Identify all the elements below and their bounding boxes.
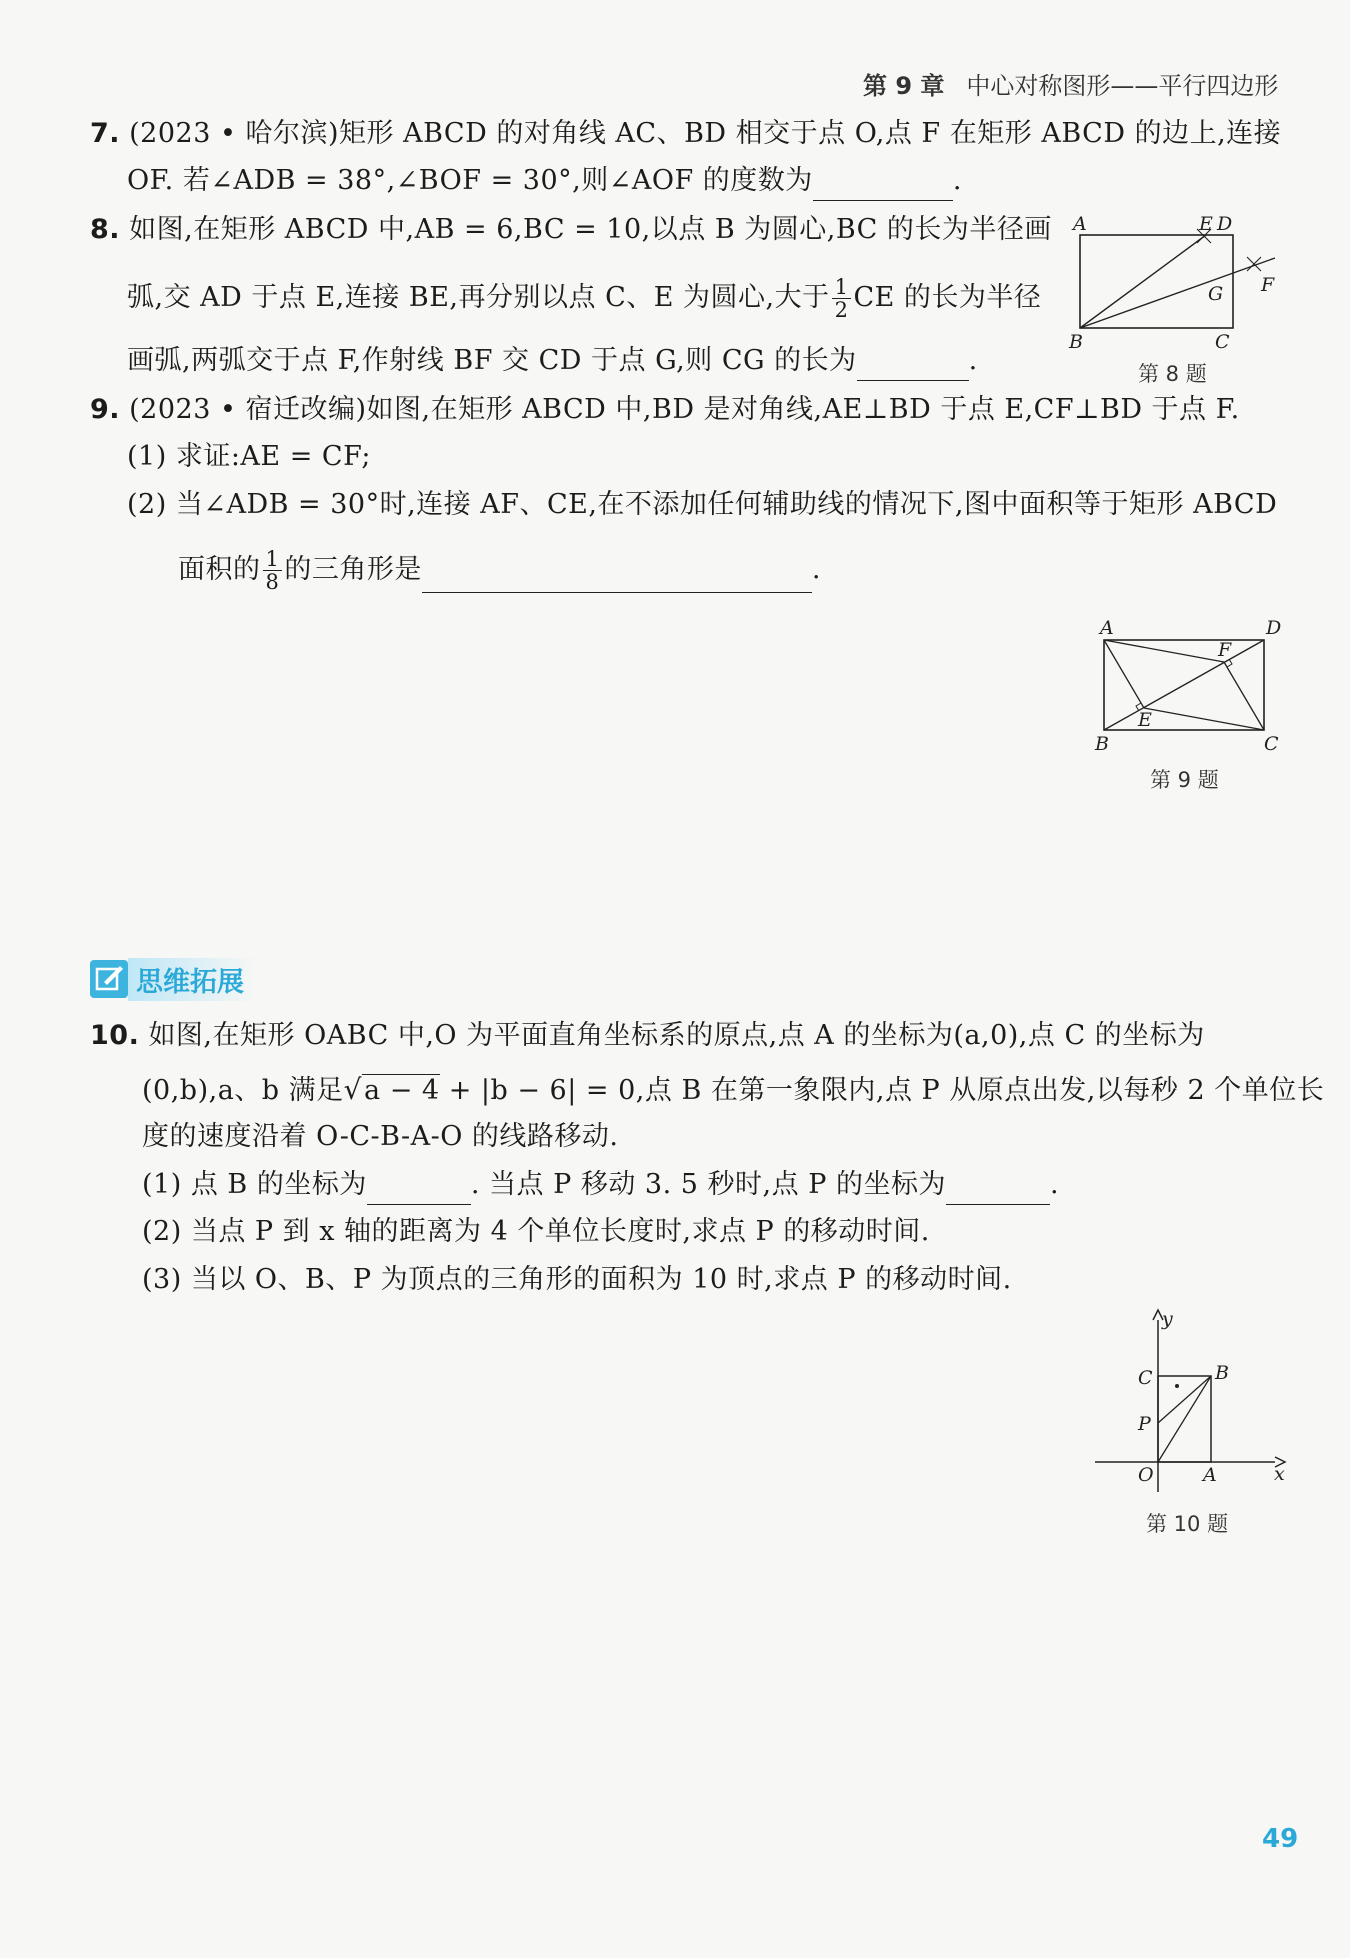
q10-part3: (3) 当以 O、B、P 为顶点的三角形的面积为 10 时,求点 P 的移动时间.: [142, 1264, 1012, 1295]
q9-part2-line2: [178, 548, 821, 593]
q10-text-part1b: . 当点 P 移动 3. 5 秒时,点 P 的坐标为: [470, 1169, 946, 1200]
chapter-header: [863, 66, 1278, 101]
q9-period: .: [811, 554, 821, 585]
q9-label-a: A: [1100, 617, 1114, 639]
q10-answer-blank-p[interactable]: [946, 1174, 1050, 1205]
q9-fraction: [263, 548, 283, 593]
q8-frac-den: 2: [834, 298, 849, 322]
q9-part2: (2) 当∠ADB = 30°时,连接 AF、CE,在不添加任何辅助线的情况下,图中面积等于矩形 ABCD: [127, 489, 1278, 520]
q8-period: .: [968, 345, 978, 376]
q8-label-f: F: [1261, 274, 1275, 296]
q10-dot: [1175, 1384, 1179, 1388]
q9-label-c: C: [1264, 733, 1279, 755]
q8-label-d: D: [1217, 213, 1233, 235]
q10-text-line2a: (0,b),a、b 满足: [142, 1075, 344, 1106]
q8-number: 8.: [90, 214, 121, 245]
q8-fraction: [832, 276, 852, 321]
q8-text-line1: 如图,在矩形 ABCD 中,AB = 6,BC = 10,以点 B 为圆心,BC 的长为半径画: [129, 214, 1052, 245]
q7-line2: [127, 161, 962, 201]
q10-line3: 度的速度沿着 O-C-B-A-O 的线路移动.: [142, 1121, 619, 1152]
section-header: [90, 958, 258, 1000]
q10-label-c: C: [1138, 1367, 1153, 1389]
q9-label-d: D: [1266, 617, 1282, 639]
q10-sqrt: a − 4: [364, 1075, 440, 1106]
q9-segment-ce: [1144, 708, 1264, 730]
q8-answer-blank[interactable]: [857, 350, 969, 381]
chapter-number: 第 9 章: [863, 72, 945, 100]
q9-label-b: B: [1095, 733, 1109, 755]
q10-text-line2b: + |b − 6| = 0,点 B 在第一象限内,点 P 从原点出发,以每秒 2 个单位长: [448, 1075, 1325, 1106]
q8-frac-num: 1: [832, 276, 852, 299]
q8-ray-bf: [1080, 258, 1275, 328]
q9-frac-num: 1: [263, 548, 283, 571]
q8-figure: [1065, 210, 1295, 355]
q10-number: 10.: [90, 1020, 140, 1051]
q8-line1: [90, 210, 1052, 250]
q9-figure: [1090, 612, 1290, 757]
q7-period: .: [952, 165, 962, 196]
q9-part1: (1) 求证:AE = CF;: [127, 441, 371, 472]
q9-text-line1: (2023 • 宿迁改编)如图,在矩形 ABCD 中,BD 是对角线,AE⊥BD 于点 E,CF⊥BD 于点 F.: [129, 394, 1240, 425]
q8-text-line2b: CE 的长为半径: [853, 282, 1042, 313]
q9-segment-af: [1104, 640, 1224, 662]
q9-segment-cf: [1224, 662, 1264, 730]
q10-label-o: O: [1138, 1464, 1154, 1486]
q10-caption: 第 10 题: [1146, 1512, 1229, 1536]
q10-figure: [1090, 1302, 1290, 1502]
q10-line2: (0,b),a、b 满足√a − 4 + |b − 6| = 0,点 B 在第一象限内,点 P 从原点出发,以每秒 2 个单位长: [142, 1073, 1325, 1106]
q9-diagonal-bd: [1104, 640, 1264, 730]
q8-line3: [127, 341, 978, 381]
q8-label-a: A: [1073, 213, 1087, 235]
q10-segment-ob: [1158, 1376, 1211, 1462]
q8-caption: 第 8 题: [1138, 362, 1207, 386]
q8-label-b: B: [1069, 331, 1083, 353]
q9-answer-blank[interactable]: [422, 562, 812, 593]
chapter-title: 中心对称图形——平行四边形: [966, 72, 1279, 100]
q9-text-part2b: 面积的: [178, 554, 261, 585]
q10-period: .: [1049, 1169, 1060, 1200]
q9-label-e: E: [1138, 709, 1152, 731]
q10-part1: [142, 1165, 1059, 1205]
q10-answer-blank-b[interactable]: [367, 1174, 471, 1205]
q10-line1: [90, 1016, 1205, 1056]
page-number: 49: [1262, 1824, 1299, 1854]
pencil-note-icon: [90, 960, 128, 998]
q9-number: 9.: [90, 394, 121, 425]
q10-part2: (2) 当点 P 到 x 轴的距离为 4 个单位长度时,求点 P 的移动时间.: [142, 1216, 930, 1247]
q9-segment-ae: [1104, 640, 1144, 708]
q10-label-p: P: [1138, 1413, 1151, 1435]
q8-text-line3: 画弧,两弧交于点 F,作射线 BF 交 CD 于点 G,则 CG 的长为: [127, 345, 857, 376]
q9-label-f: F: [1218, 639, 1232, 661]
q7-line1: [90, 114, 1281, 154]
q10-text-line1: 如图,在矩形 OABC 中,O 为平面直角坐标系的原点,点 A 的坐标为(a,0),点 C 的坐标为: [148, 1020, 1205, 1051]
q9-caption: 第 9 题: [1150, 768, 1219, 792]
q7-answer-blank[interactable]: [813, 170, 953, 201]
q9-line1: [90, 390, 1240, 430]
q10-segment-pb: [1158, 1376, 1211, 1423]
q10-label-x: x: [1274, 1463, 1285, 1485]
q8-text-line2a: 弧,交 AD 于点 E,连接 BE,再分别以点 C、E 为圆心,大于: [127, 282, 830, 313]
q10-label-b: B: [1215, 1362, 1229, 1384]
q10-text-part1a: (1) 点 B 的坐标为: [142, 1169, 367, 1200]
q8-label-e: E: [1199, 213, 1213, 235]
q8-segment-be: [1080, 235, 1206, 328]
q7-text-line1: (2023 • 哈尔滨)矩形 ABCD 的对角线 AC、BD 相交于点 O,点 F 在矩形 ABCD 的边上,连接: [129, 118, 1282, 149]
q8-line2: [127, 276, 1041, 321]
q10-label-a: A: [1203, 1464, 1217, 1486]
q8-label-c: C: [1215, 331, 1230, 353]
section-title: 思维拓展: [128, 958, 258, 1001]
q10-label-y: y: [1162, 1308, 1173, 1330]
q7-number: 7.: [90, 118, 121, 149]
q8-label-g: G: [1208, 283, 1224, 305]
q7-text-line2: OF. 若∠ADB = 38°,∠BOF = 30°,则∠AOF 的度数为: [127, 165, 813, 196]
q9-frac-den: 8: [265, 570, 280, 594]
q9-text-part2c: 的三角形是: [284, 554, 422, 585]
